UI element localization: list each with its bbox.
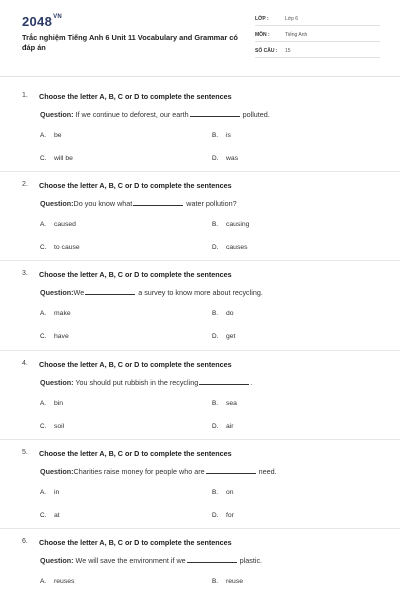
question-heading: Choose the letter A, B, C or D to complete the sentences <box>39 449 232 458</box>
answer-option[interactable] <box>40 333 69 340</box>
question-text-after: water pollution? <box>184 199 237 208</box>
option-text: is <box>226 132 231 139</box>
option-letter: B. <box>212 578 219 585</box>
question-stem <box>40 110 270 119</box>
option-letter: C. <box>40 155 47 162</box>
question-separator <box>0 171 400 172</box>
answer-blank <box>187 556 237 563</box>
answer-blank <box>133 199 183 206</box>
question-heading: Choose the letter A, B, C or D to complete the sentences <box>39 92 232 101</box>
option-text: soil <box>54 423 65 430</box>
question-label: Question: <box>40 556 74 565</box>
option-letter: C. <box>40 512 47 519</box>
site-logo[interactable] <box>22 14 62 29</box>
meta-row-subject <box>255 30 380 42</box>
option-text: caused <box>54 221 76 228</box>
answer-option[interactable] <box>212 423 234 430</box>
question-label: Question: <box>40 199 74 208</box>
meta-label: LỚP : <box>255 16 269 22</box>
worksheet-header <box>0 0 400 70</box>
question-number: 2. <box>22 181 28 188</box>
option-letter: B. <box>212 132 219 139</box>
option-letter: D. <box>212 512 219 519</box>
meta-row-class <box>255 14 380 26</box>
answer-option[interactable] <box>212 132 231 139</box>
meta-label: SỐ CÂU : <box>255 48 278 54</box>
answer-option[interactable] <box>212 221 249 228</box>
question-text-after: a survey to know more about recycling. <box>136 288 263 297</box>
meta-value: 15 <box>285 48 291 54</box>
answer-option[interactable] <box>212 578 243 585</box>
option-text: on <box>226 489 234 496</box>
answer-option[interactable] <box>40 221 76 228</box>
option-text: reuse <box>226 578 244 585</box>
option-text: get <box>226 333 236 340</box>
option-letter: A. <box>40 400 47 407</box>
document-title: Trắc nghiệm Tiếng Anh 6 Unit 11 Vocabulary and Grammar có đáp án <box>22 33 238 52</box>
question-stem <box>40 288 263 297</box>
answer-blank <box>206 467 256 474</box>
option-letter: A. <box>40 221 47 228</box>
question-number: 5. <box>22 449 28 456</box>
option-text: causing <box>226 221 250 228</box>
answer-option[interactable] <box>40 489 59 496</box>
question-number: 6. <box>22 538 28 545</box>
option-letter: D. <box>212 333 219 340</box>
question-separator <box>0 439 400 440</box>
question-text-before: If we continue to deforest, our earth <box>73 110 189 119</box>
question-separator <box>0 350 400 351</box>
answer-blank <box>190 110 240 117</box>
question-heading: Choose the letter A, B, C or D to complete the sentences <box>39 538 232 547</box>
option-letter: B. <box>212 400 219 407</box>
question-stem <box>40 556 262 565</box>
option-text: for <box>226 512 234 519</box>
question-text-before: Charities raise money for people who are <box>73 467 205 476</box>
option-text: at <box>54 512 60 519</box>
option-text: do <box>226 310 234 317</box>
question-separator <box>0 528 400 529</box>
question-heading: Choose the letter A, B, C or D to complete the sentences <box>39 181 232 190</box>
meta-row-count <box>255 46 380 58</box>
answer-blank <box>199 378 249 385</box>
question-label: Question: <box>40 378 74 387</box>
question-stem <box>40 199 237 208</box>
question-stem <box>40 467 277 476</box>
question-text-before: We will save the environment if we <box>73 556 186 565</box>
option-text: be <box>54 132 62 139</box>
answer-blank <box>85 288 135 295</box>
option-text: causes <box>226 244 248 251</box>
question-heading: Choose the letter A, B, C or D to complete the sentences <box>39 270 232 279</box>
question-label: Question: <box>40 467 74 476</box>
option-letter: B. <box>212 221 219 228</box>
question-heading: Choose the letter A, B, C or D to complete the sentences <box>39 360 232 369</box>
question-number: 1. <box>22 92 28 99</box>
question-label: Question: <box>40 110 74 119</box>
meta-label: MÔN : <box>255 32 270 38</box>
answer-option[interactable] <box>40 578 74 585</box>
question-text-after: polluted. <box>240 110 270 119</box>
answer-option[interactable] <box>212 400 237 407</box>
answer-option[interactable] <box>212 310 234 317</box>
option-letter: B. <box>212 489 219 496</box>
option-text: air <box>226 423 234 430</box>
header-divider <box>0 76 400 77</box>
question-text-before: You should put rubbish in the recycling <box>73 378 199 387</box>
option-letter: C. <box>40 333 47 340</box>
question-text-after: . <box>250 378 253 387</box>
option-letter: A. <box>40 132 47 139</box>
answer-option[interactable] <box>40 512 60 519</box>
meta-value: Lớp 6 <box>285 16 299 22</box>
option-text: to cause <box>54 244 80 251</box>
answer-option[interactable] <box>40 400 63 407</box>
question-label: Question: <box>40 288 74 297</box>
question-text-after: plastic. <box>237 556 263 565</box>
option-text: reuses <box>54 578 75 585</box>
answer-option[interactable] <box>212 489 234 496</box>
option-text: make <box>54 310 71 317</box>
option-text: have <box>54 333 69 340</box>
option-letter: A. <box>40 578 47 585</box>
question-text-after: need. <box>256 467 277 476</box>
answer-option[interactable] <box>212 155 238 162</box>
option-text: in <box>54 489 60 496</box>
option-text: was <box>226 155 239 162</box>
question-text-before: We <box>73 288 85 297</box>
question-number: 4. <box>22 360 28 367</box>
option-letter: D. <box>212 155 219 162</box>
option-letter: C. <box>40 244 47 251</box>
answer-option[interactable] <box>40 423 64 430</box>
answer-option[interactable] <box>212 244 248 251</box>
answer-option[interactable] <box>40 155 73 162</box>
question-separator <box>0 260 400 261</box>
question-text-before: Do you know what <box>73 199 133 208</box>
answer-option[interactable] <box>212 333 235 340</box>
answer-option[interactable] <box>40 132 62 139</box>
option-text: will be <box>54 155 73 162</box>
question-stem <box>40 378 252 387</box>
answer-option[interactable] <box>212 512 234 519</box>
question-number: 3. <box>22 270 28 277</box>
option-letter: C. <box>40 423 47 430</box>
option-letter: A. <box>40 310 47 317</box>
answer-option[interactable] <box>40 244 80 251</box>
option-letter: D. <box>212 423 219 430</box>
logo-suffix: VN <box>53 14 63 20</box>
option-text: sea <box>226 400 237 407</box>
meta-value: Tiếng Anh <box>285 32 308 38</box>
option-letter: D. <box>212 244 219 251</box>
option-text: bin <box>54 400 64 407</box>
logo-text: 2048 <box>22 14 53 29</box>
option-letter: B. <box>212 310 219 317</box>
answer-option[interactable] <box>40 310 71 317</box>
option-letter: A. <box>40 489 47 496</box>
